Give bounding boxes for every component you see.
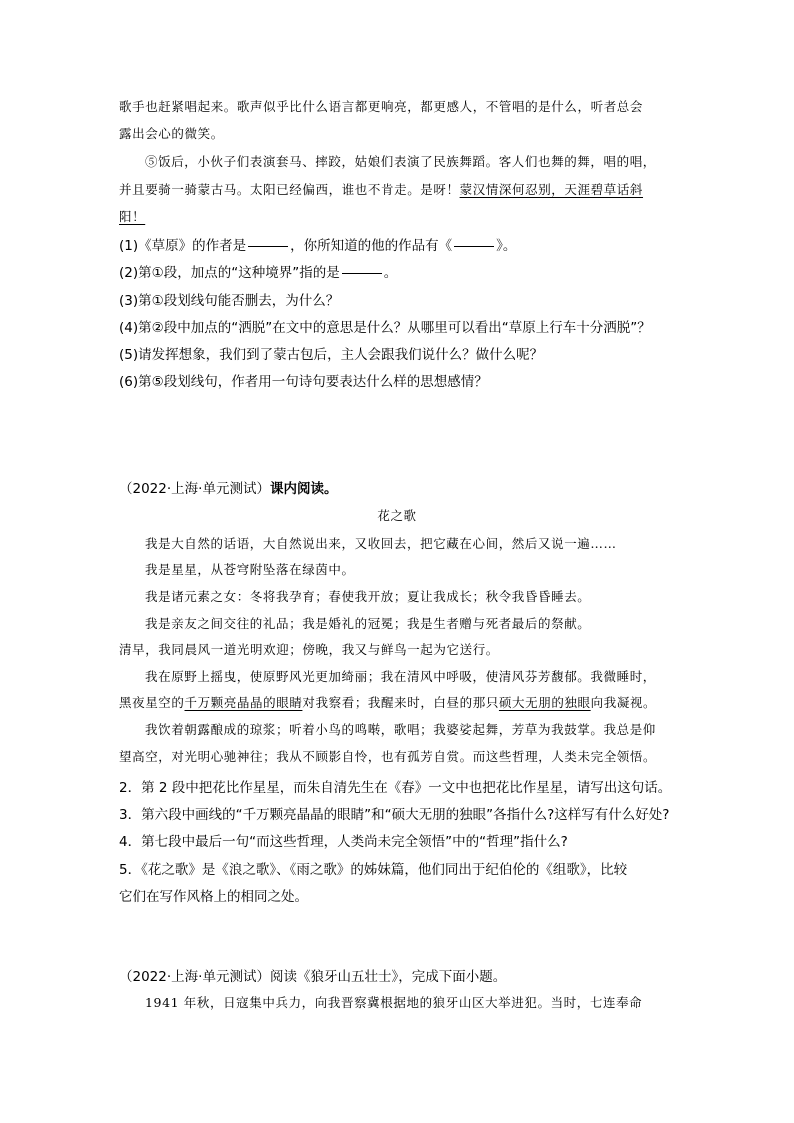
- poem-para-2: 我是星星，从苍穹附坠落在绿茵中。: [145, 562, 355, 577]
- underlined-poem: 蒙汉情深何忍别，天涯碧草话斜: [459, 182, 644, 197]
- question-4: (4)第②段中加点的“洒脱”在文中的意思是什么？从哪里可以看出“草原上行车十分洒脱”？: [119, 320, 651, 336]
- q2-part-a: (2)第①段，加点的“这种境界”指的是: [119, 265, 340, 281]
- para-4-end-line2: 露出会心的微笑。: [119, 126, 224, 141]
- para-5-line2: [119, 180, 643, 198]
- p6-text-c: 对我察看；我醒来时，白昼的那只: [302, 695, 499, 710]
- question-1: [119, 234, 516, 254]
- poem-para-7-line2: 望高空，对光明心驰神往；我从不顾影自怜，也有孤芳自赏。而这些哲理，人类未完全领悟。: [119, 749, 657, 764]
- section-2-heading: [119, 477, 337, 497]
- q1-part-a: (1)《草原》的作者是: [119, 238, 247, 254]
- s2-question-3: 3．第六段中画线的“千万颗亮晶晶的眼睛”和“硕大无朋的独眼”各指什么?这样写有什么好处?: [119, 807, 670, 823]
- answer-blank[interactable]: [342, 273, 382, 274]
- para-5-text: 并且要骑一骑蒙古马。太阳已经偏西，谁也不肯走。是呀！: [119, 182, 460, 197]
- question-3: (3)第①段划线句能否删去，为什么？: [119, 293, 340, 309]
- answer-blank[interactable]: [248, 246, 288, 247]
- source-label: （2022·上海·单元测试）: [119, 481, 270, 497]
- q1-part-b: ，你所知道的他的作品有《: [290, 238, 453, 254]
- poem-para-7-line1: 我饮着朝露酿成的琼浆；听着小鸟的鸣啭，歌唱；我婆娑起舞，芳草为我鼓掌。我总是仰: [145, 722, 656, 737]
- poem-para-1: 我是大自然的话语，大自然说出来，又收回去，把它藏在心间，然后又说一遍……: [145, 536, 617, 551]
- para-5-line1: ⑤饭后，小伙子们表演套马、摔跤，姑娘们表演了民族舞蹈。客人们也舞的舞，唱的唱，: [145, 154, 656, 169]
- question-6: (6)第⑤段划线句，作者用一句诗句要表达什么样的思想感情？: [119, 374, 488, 390]
- section-3-heading: （2022·上海·单元测试）阅读《狼牙山五壮士》，完成下面小题。: [119, 969, 507, 985]
- underlined-phrase-2: 硕大无朋的独眼: [498, 695, 591, 710]
- answer-blank[interactable]: [454, 246, 494, 247]
- s2-question-4: 4．第七段中最后一句“而这些哲理，人类尚未完全领悟”中的“哲理”指什么?: [119, 834, 568, 850]
- poem-para-6-line1: 我在原野上摇曳，使原野风光更加绮丽；我在清风中呼吸，使清风芬芳馥郁。我微睡时，: [145, 669, 656, 684]
- underlined-phrase-1: 千万颗亮晶晶的眼睛: [184, 695, 303, 710]
- s2-question-5-line2: 它们在写作风格上的相同之处。: [119, 889, 308, 905]
- poem-para-4: 我是亲友之间交往的礼品；我是婚礼的冠冕；我是生者赠与死者最后的祭献。: [145, 616, 591, 631]
- poem-para-3: 我是诸元素之女：冬将我孕育；春使我开放；夏让我成长；秋令我昏昏睡去。: [145, 589, 591, 604]
- s2-question-5-line1: 5．《花之歌》是《浪之歌》、《雨之歌》的姊妹篇，他们同出于纪伯伦的《组歌》，比较: [119, 862, 628, 878]
- question-2: [119, 261, 397, 281]
- task-label: 课内阅读。: [269, 481, 338, 497]
- section-3-para-1: 1941 年秋，日寇集中兵力，向我晋察冀根据地的狼牙山区大举进犯。当时，七连奉命: [145, 995, 643, 1010]
- poem-para-6-line2: [119, 693, 656, 711]
- underlined-poem-end: 阳！: [119, 209, 146, 224]
- para-4-end-line1: 歌手也赶紧唱起来。歌声似乎比什么语言都更响亮，都更感人，不管唱的是什么，听者总会: [119, 99, 644, 114]
- s2-question-2: 2．第 2 段中把花比作星星，而朱自清先生在《春》一文中也把花比作星星，请写出这句话。: [119, 780, 672, 796]
- q2-part-b: 。: [383, 265, 398, 281]
- poem-title: 花之歌: [377, 508, 417, 523]
- p6-text-a: 黑夜星空的: [119, 695, 185, 710]
- q1-part-c: 》。: [496, 238, 517, 254]
- p6-text-e: 向我凝视。: [590, 695, 657, 710]
- poem-para-5: 清早，我同晨风一道光明欢迎；傍晚，我又与鲜鸟一起为它送行。: [119, 642, 499, 657]
- question-5: (5)请发挥想象，我们到了蒙古包后，主人会跟我们说什么？做什么呢？: [119, 347, 544, 363]
- para-5-line3: [119, 207, 145, 225]
